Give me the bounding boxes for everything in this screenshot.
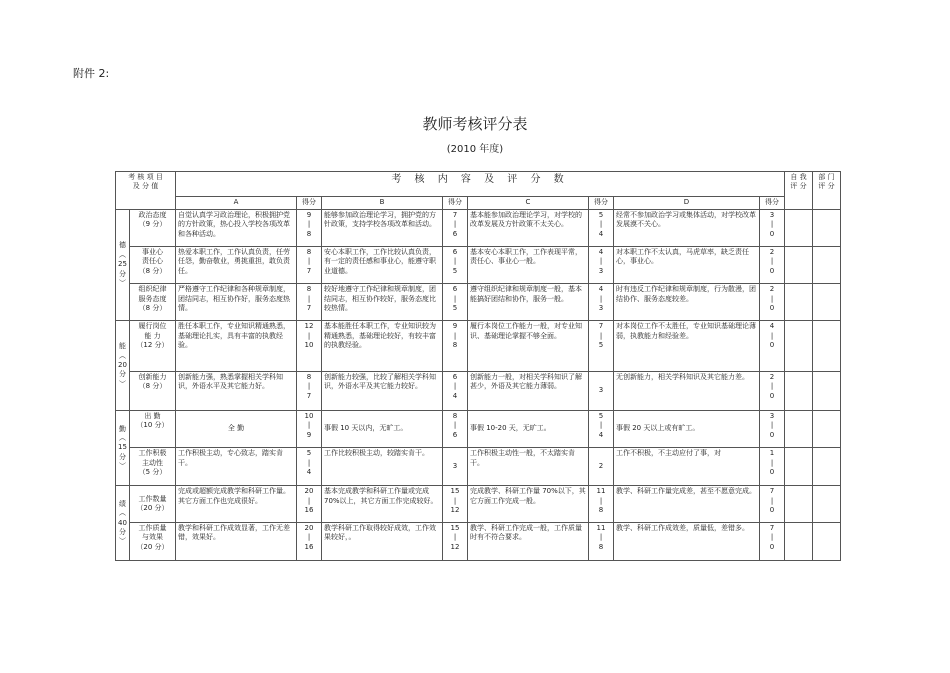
dept-score-cell[interactable] (813, 321, 841, 371)
score-c: 4 | 3 (589, 246, 614, 283)
item-cell: 事业心 责任心 （8 分） (130, 246, 176, 283)
criteria-a: 创新能力强，熟悉掌握相关学科知识，外语水平及其它能力好。 (176, 371, 297, 410)
score-a: 9 | 8 (297, 209, 322, 246)
score-d: 2 | 0 (760, 246, 785, 283)
criteria-d: 无创新能力，相关学科知识及其它能力差。 (614, 371, 760, 410)
score-b: 9 | 8 (443, 321, 468, 371)
criteria-b: 工作比较积极主动，较踏实肯干。 (322, 448, 443, 486)
table-row (116, 371, 841, 410)
criteria-b: 创新能力较强，比较了解相关学科知识，外语水平及其它能力较好。 (322, 371, 443, 410)
criteria-a: 完成或超额完成教学和科研工作量。其它方面工作也完成很好。 (176, 486, 297, 522)
dept-score-header: 部 门 评 分 (813, 172, 841, 210)
score-a: 5 | 4 (297, 448, 322, 486)
group-label-qin: 勤 ︵ 15 分 ︶ (116, 410, 130, 485)
score-b: 8 | 6 (443, 410, 468, 447)
score-d: 3 | 0 (760, 410, 785, 447)
criteria-c: 基本安心本职工作，工作表现平常，责任心、事业心一般。 (468, 246, 589, 283)
item-cell: 创新能力 （8 分） (130, 371, 176, 410)
score-b: 6 | 4 (443, 371, 468, 410)
score-b: 15 | 12 (443, 522, 468, 560)
criteria-a: 自觉认真学习政治理论，积极拥护党的方针政策，热心投入学校各项改革和各种活动。 (176, 209, 297, 246)
criteria-a: 胜任本职工作，专业知识精通熟悉，基础理论扎实，具有丰富的执教经验。 (176, 321, 297, 371)
criteria-d: 事假 20 天以上或有旷工。 (614, 410, 760, 447)
criteria-a: 热爱本职工作，工作认真负责，任劳任怨，勤奋敬业，勇挑重担，敢负责任。 (176, 246, 297, 283)
table-row (116, 486, 841, 522)
score-a: 10 | 9 (297, 410, 322, 447)
criteria-d: 对本职工作不太认真，马虎草率，缺乏责任心，事业心。 (614, 246, 760, 283)
criteria-d: 教学、科研工作成效差，质量低，差错多。 (614, 522, 760, 560)
table-row (116, 209, 841, 246)
group-label-de: 德 ︵ 25 分 ︶ (116, 209, 130, 321)
score-a: 8 | 7 (297, 371, 322, 410)
criteria-c: 教学、科研工作完成一般，工作质量时有不符合要求。 (468, 522, 589, 560)
criteria-d: 时有违反工作纪律和规章制度，行为散漫，团结协作、服务态度较差。 (614, 284, 760, 321)
group-label-ji: 绩 ︵ 40 分 ︶ (116, 486, 130, 561)
table-row (116, 448, 841, 486)
item-cell: 工作数量 （20 分） (130, 486, 176, 522)
dept-score-cell[interactable] (813, 448, 841, 486)
criteria-b: 较好地遵守工作纪律和规章制度，团结同志，相互协作较好，服务态度比较热情。 (322, 284, 443, 321)
score-d: 4 | 0 (760, 321, 785, 371)
item-cell: 工作积极 主动性 （5 分） (130, 448, 176, 486)
score-b: 15 | 12 (443, 486, 468, 522)
group-label-neng: 能 ︵ 20 分 ︶ (116, 321, 130, 411)
criteria-c: 工作积极主动性一般，不太踏实肯干。 (468, 448, 589, 486)
table-row (116, 284, 841, 321)
criteria-c: 基本能参加政治理论学习，对学校的改革发展及方针政策不太关心。 (468, 209, 589, 246)
score-c: 11 | 8 (589, 486, 614, 522)
score-c: 2 (589, 448, 614, 486)
page-title: 教师考核评分表 (422, 115, 528, 133)
score-a: 12 | 10 (297, 321, 322, 371)
criteria-a: 工作积极主动，专心致志，踏实肯干。 (176, 448, 297, 486)
score-header: 得分 (589, 197, 614, 210)
score-a: 20 | 16 (297, 486, 322, 522)
col-d-header: D (614, 197, 760, 210)
criteria-b: 基本能胜任本职工作，专业知识较为精通熟悉，基础理论较好，有较丰富的执教经验。 (322, 321, 443, 371)
evaluation-table (115, 171, 841, 561)
dept-score-cell[interactable] (813, 371, 841, 410)
score-c: 5 | 4 (589, 410, 614, 447)
score-d: 2 | 0 (760, 284, 785, 321)
score-header: 得分 (297, 197, 322, 210)
table-row (116, 321, 841, 371)
score-d: 3 | 0 (760, 209, 785, 246)
criteria-b: 能够参加政治理论学习，拥护党的方针政策，支持学校各项改革和活动。 (322, 209, 443, 246)
criteria-d: 工作不积极，不主动应付了事，对 (614, 448, 760, 486)
score-d: 7 | 0 (760, 522, 785, 560)
score-a: 8 | 7 (297, 284, 322, 321)
criteria-a: 严格遵守工作纪律和各种规章制度，团结同志，相互协作好，服务态度热情。 (176, 284, 297, 321)
score-b: 7 | 6 (443, 209, 468, 246)
item-cell: 工作质量 与效果 （20 分） (130, 522, 176, 560)
criteria-a: 教学和科研工作成效显著，工作无差错，效果好。 (176, 522, 297, 560)
self-score-cell[interactable] (785, 448, 813, 486)
score-header: 得分 (443, 197, 468, 210)
score-header: 得分 (760, 197, 785, 210)
score-d: 1 | 0 (760, 448, 785, 486)
criteria-b: 安心本职工作，工作比较认真负责，有一定的责任感和事业心，能遵守职业道德。 (322, 246, 443, 283)
item-cell: 组织纪律 服务态度 （8 分） (130, 284, 176, 321)
dept-score-cell[interactable] (813, 284, 841, 321)
self-score-cell[interactable] (785, 410, 813, 447)
self-score-cell[interactable] (785, 522, 813, 560)
score-b: 6 | 5 (443, 246, 468, 283)
dept-score-cell[interactable] (813, 522, 841, 560)
self-score-cell[interactable] (785, 246, 813, 283)
item-cell: 履行岗位 能 力 （12 分） (130, 321, 176, 371)
col-b-header: B (322, 197, 443, 210)
criteria-c: 履行本岗位工作能力一般，对专业知识、基础理论掌握不够全面。 (468, 321, 589, 371)
criteria-d: 对本岗位工作不太胜任，专业知识基础理论薄弱，执教能力和经验差。 (614, 321, 760, 371)
table-row (116, 410, 841, 447)
criteria-d: 教学、科研工作量完成差，甚至不愿意完成。 (614, 486, 760, 522)
criteria-c: 事假 10-20 天，无旷工。 (468, 410, 589, 447)
criteria-b: 基本完成教学和科研工作量或完成 70%以上，其它方面工作完成较好。 (322, 486, 443, 522)
col-c-header: C (468, 197, 589, 210)
score-a: 8 | 7 (297, 246, 322, 283)
page-subtitle: (2010 年度) (446, 144, 504, 155)
score-c: 3 (589, 371, 614, 410)
self-score-header: 自 我 评 分 (785, 172, 813, 210)
criteria-a: 全 勤 (176, 410, 297, 447)
self-score-cell[interactable] (785, 284, 813, 321)
dept-score-cell[interactable] (813, 486, 841, 522)
score-b: 6 | 5 (443, 284, 468, 321)
dept-score-cell[interactable] (813, 209, 841, 246)
criteria-b: 事假 10 天以内，无旷工。 (322, 410, 443, 447)
table-row (116, 246, 841, 283)
score-c: 5 | 4 (589, 209, 614, 246)
table-row (116, 522, 841, 560)
self-score-cell[interactable] (785, 486, 813, 522)
score-d: 2 | 0 (760, 371, 785, 410)
score-d: 7 | 0 (760, 486, 785, 522)
content-header: 考 核 内 容 及 评 分 数 (176, 172, 785, 197)
score-a: 20 | 16 (297, 522, 322, 560)
col-a-header: A (176, 197, 297, 210)
criteria-c: 完成教学、科研工作量 70%以下，其它方面工作完成一般。 (468, 486, 589, 522)
dept-score-cell[interactable] (813, 410, 841, 447)
item-cell: 政治态度 （9 分） (130, 209, 176, 246)
self-score-cell[interactable] (785, 321, 813, 371)
self-score-cell[interactable] (785, 371, 813, 410)
dept-score-cell[interactable] (813, 246, 841, 283)
item-cell: 出 勤 （10 分） (130, 410, 176, 447)
attachment-label: 附件 2: (73, 67, 110, 80)
criteria-b: 教学科研工作取得较好成效，工作效果较好，。 (322, 522, 443, 560)
criteria-c: 创新能力一般，对相关学科知识了解甚少，外语及其它能力薄弱。 (468, 371, 589, 410)
criteria-d: 经常不参加政治学习或集体活动，对学校改革发展漠不关心。 (614, 209, 760, 246)
item-header: 考 核 项 目 及 分 值 (116, 172, 176, 210)
score-b: 3 (443, 448, 468, 486)
score-c: 7 | 5 (589, 321, 614, 371)
score-c: 4 | 3 (589, 284, 614, 321)
criteria-c: 遵守组织纪律和规章制度一般，基本能搞好团结和协作，服务一般。 (468, 284, 589, 321)
self-score-cell[interactable] (785, 209, 813, 246)
score-c: 11 | 8 (589, 522, 614, 560)
